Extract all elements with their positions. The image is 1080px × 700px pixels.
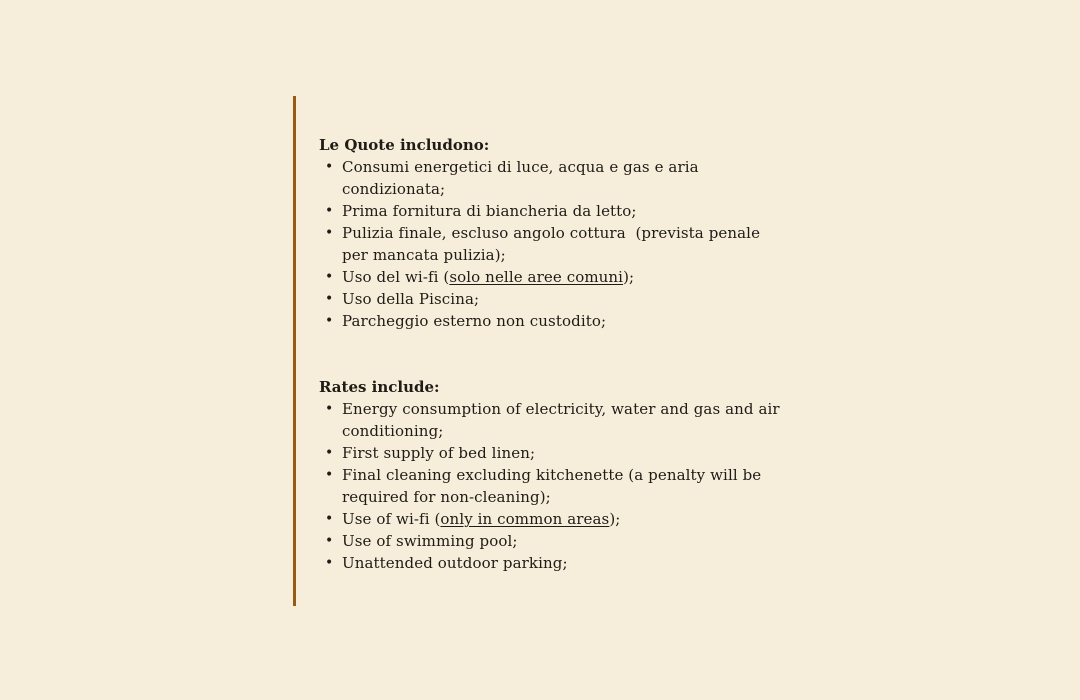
item-line: Final cleaning excluding kitchenette (a penalty will be	[342, 466, 762, 484]
bullet-icon: •	[325, 445, 334, 461]
inclusions-list	[319, 156, 789, 332]
list-item	[319, 398, 789, 442]
english-section	[319, 376, 789, 574]
item-text-before: Use of wi-fi (	[342, 510, 441, 528]
list-item	[319, 288, 789, 310]
item-text-before: Uso del wi-fi (	[342, 268, 450, 286]
bullet-icon: •	[325, 291, 334, 307]
section-heading: Rates include:	[319, 378, 440, 396]
rates-content	[319, 134, 789, 574]
item-line: required for non-cleaning);	[342, 488, 551, 506]
list-item	[319, 508, 789, 530]
bullet-icon: •	[325, 203, 334, 219]
wifi-areas-link[interactable]: solo nelle aree comuni	[449, 268, 624, 286]
bullet-icon: •	[325, 225, 334, 241]
inclusions-list	[319, 398, 789, 574]
wifi-areas-link[interactable]: only in common areas	[440, 510, 610, 528]
list-item	[319, 200, 789, 222]
item-line: Unattended outdoor parking;	[342, 554, 568, 572]
item-line: Prima fornitura di biancheria da letto;	[342, 202, 637, 220]
item-line: per mancata pulizia);	[342, 246, 506, 264]
item-line: Parcheggio esterno non custodito;	[342, 312, 607, 330]
list-item	[319, 552, 789, 574]
item-line: First supply of bed linen;	[342, 444, 536, 462]
item-line: Pulizia finale, escluso angolo cottura (prevista penale	[342, 224, 761, 242]
bullet-icon: •	[325, 269, 334, 285]
item-line: conditioning;	[342, 422, 444, 440]
italian-section	[319, 134, 789, 332]
list-item	[319, 530, 789, 552]
item-text-after: );	[609, 510, 621, 528]
bullet-icon: •	[325, 159, 334, 175]
list-item	[319, 222, 789, 266]
item-line: Use of swimming pool;	[342, 532, 518, 550]
vertical-accent-rule	[293, 96, 296, 606]
list-item	[319, 442, 789, 464]
item-line: Consumi energetici di luce, acqua e gas e aria	[342, 158, 699, 176]
list-item	[319, 310, 789, 332]
item-line: Energy consumption of electricity, water and gas and air	[342, 400, 780, 418]
bullet-icon: •	[325, 555, 334, 571]
list-item	[319, 156, 789, 200]
bullet-icon: •	[325, 511, 334, 527]
section-heading: Le Quote includono:	[319, 136, 490, 154]
list-item	[319, 464, 789, 508]
list-item	[319, 266, 789, 288]
bullet-icon: •	[325, 467, 334, 483]
item-text-after: );	[623, 268, 635, 286]
bullet-icon: •	[325, 533, 334, 549]
bullet-icon: •	[325, 313, 334, 329]
item-line: Uso della Piscina;	[342, 290, 480, 308]
item-line: condizionata;	[342, 180, 446, 198]
bullet-icon: •	[325, 401, 334, 417]
